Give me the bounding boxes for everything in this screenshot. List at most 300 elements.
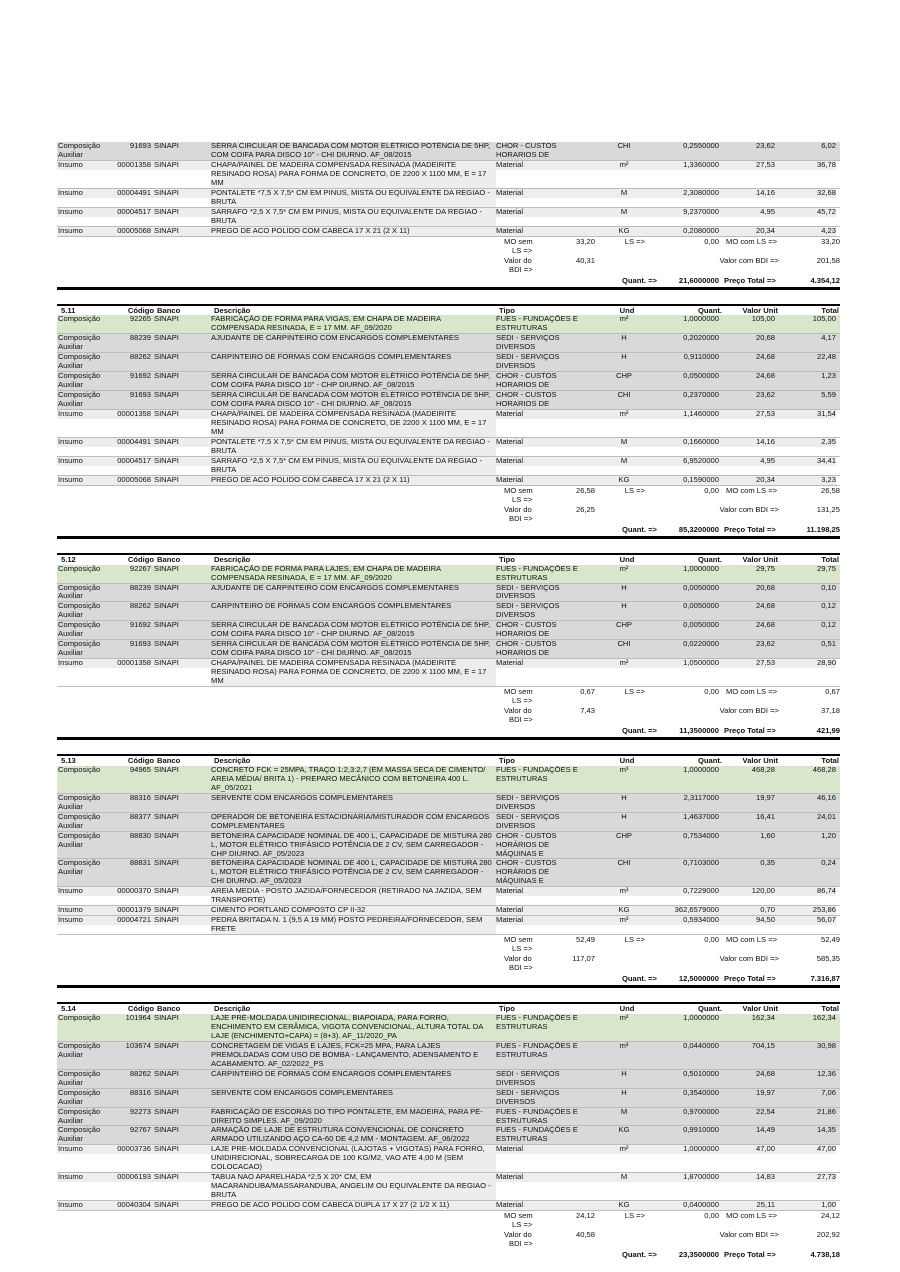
mo-com-ls-value: 0,67 [825,686,840,696]
section-number: 5.13 [61,756,76,765]
item-unit: M [589,208,659,217]
ls-eq-label: LS => [624,935,645,945]
quant-label: Quant. => [621,275,657,285]
preco-total-label: Preço Total => [724,524,776,534]
item-tipo: SEDI - SERVIÇOS DIVERSOS [496,1070,589,1088]
quant-value: 11,3500000 [679,725,719,735]
item-tipo: CHOR - CUSTOS HORARIOS DE [496,391,589,409]
item-unit: m² [589,1145,659,1154]
item-description: PEDRA BRITADA N. 1 (9,5 A 19 MM) POSTO PEDREIRA/FORNECEDOR, SEM FRETE [211,916,496,934]
item-code: 00004517 [104,208,154,217]
item-bank: SINAPI [154,859,179,868]
section-header [57,754,840,766]
item-unit: m² [619,1014,629,1023]
item-type: Insumo [57,1201,104,1210]
item-quantity: 0,0220000 [659,640,719,649]
header-tipo: Tipo [499,555,515,564]
item-type: Composição [57,766,104,775]
table-row [57,1070,840,1089]
item-description: SERVENTE COM ENCARGOS COMPLEMENTARES [211,794,496,803]
preco-total-label: Preço Total => [724,974,776,984]
section-gap [57,290,840,304]
item-unit: m² [619,564,629,573]
item-code: 92767 [129,1126,151,1135]
item-total: 468,28 [812,765,836,774]
valor-do-label: Valor do [504,1230,532,1240]
item-description: PREGO DE ACO POLIDO COM CABECA 17 X 21 (2 X 11) [211,476,496,485]
item-total: 105,00 [812,315,836,324]
item-code: 88262 [129,353,151,362]
header-valor-unit: Valor Unit [742,306,778,315]
summary-block [57,935,840,983]
item-unit: H [589,584,659,593]
item-unit: CHP [589,372,659,381]
item-total: 29,75 [816,564,836,573]
header-codigo: Código [127,1005,154,1014]
item-description: CARPINTEIRO DE FORMAS COM ENCARGOS COMPLEMENTARES [211,602,496,611]
item-unit: H [589,813,659,822]
item-bank: SINAPI [154,476,211,485]
table-row [57,813,840,832]
item-type: Insumo [57,906,104,915]
preco-total-value: 421,99 [816,725,840,735]
table-row [57,161,840,189]
item-code: 91692 [129,372,151,381]
ls-label: LS => [512,245,533,255]
item-unit-value: 468,28 [751,765,775,774]
item-bank: SINAPI [154,438,211,447]
item-unit: m² [619,315,629,324]
item-tipo: SEDI - SERVIÇOS DIVERSOS [496,602,589,620]
item-code: 00004491 [104,438,154,447]
header-valor-unit: Valor Unit [742,756,778,765]
header-codigo: Código [127,306,154,315]
item-total: 0,51 [775,640,836,649]
item-unit: m³ [589,1042,659,1051]
item-unit-value: 20,68 [719,584,775,593]
item-tipo: Material [496,161,589,170]
item-bank: SINAPI [154,1041,179,1050]
item-code: 00005068 [104,227,154,236]
item-bank: SINAPI [154,583,179,592]
item-bank: SINAPI [154,1069,179,1078]
item-type: Composição Auxiliar [58,1126,101,1144]
item-quantity: 1,0500000 [659,659,719,668]
item-unit: CHP [589,621,659,630]
item-type: Insumo [57,1145,104,1154]
header-descricao: Descrição [214,1005,251,1014]
item-unit-value: 162,34 [751,1014,775,1023]
item-bank: SINAPI [154,410,211,419]
item-unit-value: 23,62 [719,142,775,151]
item-unit-value: 20,34 [719,227,775,236]
item-code: 88262 [129,602,151,611]
table-row [57,476,840,486]
table-row [57,315,840,334]
item-quantity: 1,8700000 [659,1173,719,1182]
item-type: Composição [57,1014,104,1023]
header-banco: Banco [157,1005,181,1014]
item-unit: H [589,353,659,362]
table-row [57,189,840,208]
item-code: 88377 [129,812,151,821]
section-header [57,304,840,316]
item-unit: H [589,794,659,803]
item-quantity: 0,0500000 [659,372,719,381]
item-code: 92273 [129,1107,151,1116]
item-description: CARPINTEIRO DE FORMAS COM ENCARGOS COMPLEMENTARES [211,353,496,362]
header-banco: Banco [157,756,181,765]
table-row [57,410,840,438]
header-descricao: Descrição [214,306,251,315]
item-code: 88316 [129,793,151,802]
item-tipo: SEDI - SERVIÇOS DIVERSOS [496,353,589,371]
header-und: Und [619,555,635,564]
valor-com-bdi-value: 585,35 [816,954,840,964]
item-bank: SINAPI [154,916,211,925]
item-tipo: FUES - FUNDAÇÕES E ESTRUTURAS [496,315,578,333]
item-quantity: 0,9110000 [659,353,719,362]
item-quantity: 0,5934000 [659,916,719,925]
item-code: 00001358 [104,410,154,419]
item-type: Insumo [57,189,104,198]
item-unit: H [589,334,659,343]
item-code: 00005068 [104,476,154,485]
item-code: 88831 [129,859,151,868]
item-type: Composição Auxiliar [58,812,101,830]
item-description: AJUDANTE DE CARPINTEIRO COM ENCARGOS COMPLEMENTARES [211,584,496,593]
item-quantity: 0,7229000 [659,887,719,896]
item-tipo: Material [496,916,589,925]
item-type: Composição Auxiliar [58,334,101,352]
item-unit-value: 4,95 [719,208,775,217]
item-code: 00006193 [104,1173,154,1182]
item-type: Composição Auxiliar [58,391,101,409]
item-unit-value: 25,11 [719,1201,775,1210]
item-description: SERVENTE COM ENCARGOS COMPLEMENTARES [211,1089,496,1098]
item-unit-value: 0,35 [719,859,775,868]
table-row [57,906,840,916]
item-unit-value: 24,68 [719,602,775,611]
item-tipo: SEDI - SERVIÇOS DIVERSOS [496,584,589,602]
item-quantity: 2,3080000 [659,189,719,198]
valor-com-bdi-label: Valor com BDI => [719,705,779,715]
item-total: 1,20 [775,832,836,841]
item-bank: SINAPI [154,659,211,668]
item-description: PONTALETE *7,5 X 7,5* CM EM PINUS, MISTA OU EQUIVALENTE DA REGIAO - BRUTA [211,438,496,456]
item-description: FABRICAÇÃO DE ESCORAS DO TIPO PONTALETE, EM MADEIRA, PARA PÉ-DIREITO SIMPLES. AF_09/2020 [211,1108,496,1126]
mo-sem-ls-value: 26,58 [575,485,595,495]
item-tipo: Material [496,906,589,915]
item-tipo: Material [496,410,589,419]
valor-bdi-value: 40,58 [575,1230,595,1240]
item-total: 7,06 [775,1089,836,1098]
item-type: Composição Auxiliar [58,640,101,658]
item-type: Composição Auxiliar [58,372,101,390]
item-description: BETONEIRA CAPACIDADE NOMINAL DE 400 L, CAPACIDADE DE MISTURA 280 L, MOTOR ELÉTRICO TRIFÁSICO POTÊNCIA DE 2 CV, SEM CARREGADOR - CHI DIURNO. AF_05/2023 [211,859,496,886]
item-quantity: 1,1460000 [659,410,719,419]
preco-total-value: 7.316,87 [810,974,840,984]
item-unit-value: 47,00 [719,1145,775,1154]
preco-total-value: 4.738,18 [810,1250,840,1260]
item-type: Insumo [57,457,104,466]
item-code: 91693 [129,640,151,649]
ls-label: LS => [512,695,533,705]
item-bank: SINAPI [154,1107,179,1116]
mo-sem-ls-value: 52,49 [575,935,595,945]
header-total: Total [821,756,839,765]
table-row [57,438,840,457]
item-total: 27,73 [775,1173,836,1182]
item-quantity: 0,0440000 [659,1042,719,1051]
preco-total-label: Preço Total => [724,1250,776,1260]
item-tipo: FUES - FUNDAÇÕES E ESTRUTURAS [496,1126,589,1144]
item-total: 30,98 [775,1042,836,1051]
section-gap [57,988,840,1002]
item-unit-value: 27,53 [719,659,775,668]
item-unit-value: 14,16 [719,189,775,198]
header-codigo: Código [127,756,154,765]
item-description: FABRICAÇÃO DE FÔRMA PARA LAJES, EM CHAPA DE MADEIRA COMPENSADA RESINADA, E = 17 MM. AF_09/2020 [211,564,441,582]
item-tipo: FUES - FUNDAÇÕES E ESTRUTURAS [496,765,578,783]
mo-sem-label: MO sem [504,686,533,696]
header-quant: Quant. [697,1005,722,1014]
item-quantity: 6,9520000 [659,457,719,466]
item-tipo: SEDI - SERVIÇOS DIVERSOS [496,334,589,352]
item-unit: CHP [589,832,659,841]
item-unit-value: 27,53 [719,410,775,419]
item-unit-value: 20,34 [719,476,775,485]
header-banco: Banco [157,555,181,564]
mo-com-ls-value: 26,58 [820,485,840,495]
item-bank: SINAPI [154,793,179,802]
preco-total-label: Preço Total => [724,275,776,285]
item-quantity: 0,2370000 [659,391,719,400]
mo-com-ls-label: MO com LS => [726,686,778,696]
item-quantity: 1,3360000 [659,161,719,170]
valor-com-bdi-label: Valor com BDI => [719,1230,779,1240]
item-code: 88316 [129,1088,151,1097]
item-bank: SINAPI [154,640,179,649]
item-bank: SINAPI [154,161,211,170]
table-row [57,1145,840,1173]
item-unit: H [589,602,659,611]
item-unit-value: 94,50 [719,916,775,925]
ls-value: 0,00 [704,1211,719,1221]
mo-sem-label: MO sem [504,935,533,945]
header-tipo: Tipo [499,306,515,315]
bdi-label: BDI => [509,714,533,724]
item-total: 2,35 [775,438,836,447]
item-bank: SINAPI [154,315,211,324]
item-quantity: 1,4637000 [659,813,719,822]
header-valor-unit: Valor Unit [742,555,778,564]
header-banco: Banco [157,306,181,315]
item-unit: KG [589,227,659,236]
item-tipo: CHOR - CUSTOS HORÁRIOS DE MÁQUINAS E [496,859,589,886]
section-gap [57,539,840,553]
item-unit: M [589,1173,659,1182]
item-unit-value: 23,62 [719,391,775,400]
section-number: 5.11 [61,306,76,315]
item-description: FABRICAÇÃO DE FÔRMA PARA VIGAS, EM CHAPA DE MADEIRA COMPENSADA RESINADA, E = 17 MM. AF_09/2020 [211,315,441,333]
item-total: 1,23 [775,372,836,381]
header-und: Und [619,756,635,765]
valor-com-bdi-value: 37,18 [820,705,840,715]
item-quantity: 0,9700000 [659,1108,719,1117]
item-quantity: 1,0000000 [683,564,719,573]
table-row [57,353,840,372]
table-row [57,334,840,353]
item-unit-value: 19,97 [719,794,775,803]
item-quantity: 0,7103000 [659,859,719,868]
item-bank: SINAPI [154,812,179,821]
header-total: Total [821,555,839,564]
item-unit: m² [589,659,659,668]
ls-eq-label: LS => [624,1211,645,1221]
item-quantity: 0,0050000 [659,584,719,593]
quant-label: Quant. => [621,524,657,534]
header-tipo: Tipo [499,1005,515,1014]
item-total: 21,86 [775,1108,836,1117]
valor-do-label: Valor do [504,954,532,964]
item-type: Composição Auxiliar [58,831,101,849]
item-description: LAJE PRE-MOLDADA CONVENCIONAL (LAJOTAS + VIGOTAS) PARA FORRO, UNIDIRECIONAL, SOBRECARGA DE 100 KG/M2, VAO ATE 4,00 M (SEM COLOCACAO) [211,1145,496,1172]
item-code: 00001358 [104,659,154,668]
item-unit-value: 22,54 [719,1108,775,1117]
quant-label: Quant. => [621,974,657,984]
item-unit-value: 105,00 [751,315,775,324]
table-row [57,142,840,161]
item-total: 46,16 [775,794,836,803]
item-type: Insumo [57,1173,104,1182]
item-code: 88262 [129,1069,151,1078]
valor-do-label: Valor do [504,705,532,715]
table-row [57,659,840,687]
header-tipo: Tipo [499,756,515,765]
item-description: PONTALETE *7,5 X 7,5* CM EM PINUS, MISTA OU EQUIVALENTE DA REGIAO - BRUTA [211,189,496,207]
header-descricao: Descrição [214,555,251,564]
item-bank: SINAPI [154,1014,211,1023]
item-total: 56,07 [775,916,836,925]
item-tipo: Material [496,438,589,447]
item-total: 0,24 [775,859,836,868]
item-quantity: 0,5010000 [659,1070,719,1079]
item-tipo: Material [496,227,589,236]
table-row [57,640,840,659]
item-bank: SINAPI [154,334,179,343]
item-type: Insumo [57,161,104,170]
item-unit-value: 24,68 [719,1070,775,1079]
item-code: 00000370 [104,887,154,896]
item-total: 31,54 [775,410,836,419]
item-type: Composição Auxiliar [58,1088,101,1106]
item-total: 5,59 [775,391,836,400]
header-valor-unit: Valor Unit [742,1005,778,1014]
item-bank: SINAPI [154,457,211,466]
header-quant: Quant. [697,306,722,315]
item-unit-value: 24,68 [719,621,775,630]
ls-value: 0,00 [704,935,719,945]
header-quant: Quant. [697,756,722,765]
item-quantity: 0,7534000 [659,832,719,841]
item-tipo: Material [496,1145,589,1154]
item-bank: SINAPI [154,372,179,381]
item-description: SARRAFO *2,5 X 7,5* CM EM PINUS, MISTA OU EQUIVALENTE DA REGIAO - BRUTA [211,457,496,475]
section-number: 5.14 [61,1005,76,1014]
table-row [57,887,840,906]
item-total: 0,12 [775,621,836,630]
item-tipo: CHOR - CUSTOS HORARIOS DE [496,621,589,639]
table-row [57,602,840,621]
item-code: 00004491 [104,189,154,198]
item-type: Composição Auxiliar [58,1107,101,1125]
item-description: TABUA NAO APARELHADA *2,5 X 20* CM, EM MACARANDUBA/MASSARANDUBA, ANGELIM OU EQUIVALENTE DA REGIAO - BRUTA [211,1173,496,1200]
item-unit: M [589,189,659,198]
item-quantity: 1,0000000 [683,765,719,774]
item-unit-value: 0,70 [719,906,775,915]
item-tipo: CHOR - CUSTOS HORÁRIOS DE MÁQUINAS E [496,832,589,859]
header-quant: Quant. [697,555,722,564]
item-code: 94965 [104,766,154,775]
table-row [57,565,840,584]
item-type: Composição Auxiliar [58,1069,101,1087]
item-tipo: Material [496,1201,589,1210]
item-bank: SINAPI [154,1201,211,1210]
item-unit: KG [589,1126,659,1135]
item-total: 12,36 [775,1070,836,1079]
item-total: 24,01 [775,813,836,822]
table-row [57,916,840,935]
item-total: 4,23 [775,227,836,236]
item-tipo: CHOR - CUSTOS HORARIOS DE [496,640,589,658]
table-row [57,372,840,391]
item-quantity: 0,9910000 [659,1126,719,1135]
mo-com-ls-label: MO com LS => [726,935,778,945]
header-und: Und [619,1005,635,1014]
item-unit: KG [589,1201,659,1210]
item-type: Insumo [57,227,104,236]
item-code: 92265 [104,315,154,324]
mo-com-ls-value: 33,20 [820,236,840,246]
item-unit: m³ [619,765,629,774]
item-tipo: Material [496,476,589,485]
item-description: OPERADOR DE BETONEIRA ESTACIONÁRIA/MISTURADOR COM ENCARGOS COMPLEMENTARES [211,813,496,831]
ls-value: 0,00 [704,686,719,696]
quant-value: 21,6000000 [678,275,719,285]
valor-com-bdi-label: Valor com BDI => [719,504,779,514]
item-description: SERRA CIRCULAR DE BANCADA COM MOTOR ELÉTRICO POTÊNCIA DE 5HP, COM COIFA PARA DISCO 10" - CHP DIURNO. AF_08/2015 [211,372,496,390]
item-bank: SINAPI [154,353,179,362]
item-bank: SINAPI [154,189,211,198]
item-unit: M [589,457,659,466]
table-row [57,1173,840,1201]
table-row [57,457,840,476]
quant-value: 85,3200000 [678,524,719,534]
item-code: 00001379 [104,906,154,915]
item-code: 00040304 [104,1201,154,1210]
item-unit: m² [589,161,659,170]
item-unit-value: 14,16 [719,438,775,447]
item-unit: m³ [589,887,659,896]
item-bank: SINAPI [154,621,179,630]
table-row [57,1089,840,1108]
item-total: 45,72 [775,208,836,217]
item-quantity: 0,0050000 [659,621,719,630]
budget-page [57,142,840,1259]
item-description: CIMENTO PORTLAND COMPOSTO CP II-32 [211,906,496,915]
summary-block [57,486,840,534]
